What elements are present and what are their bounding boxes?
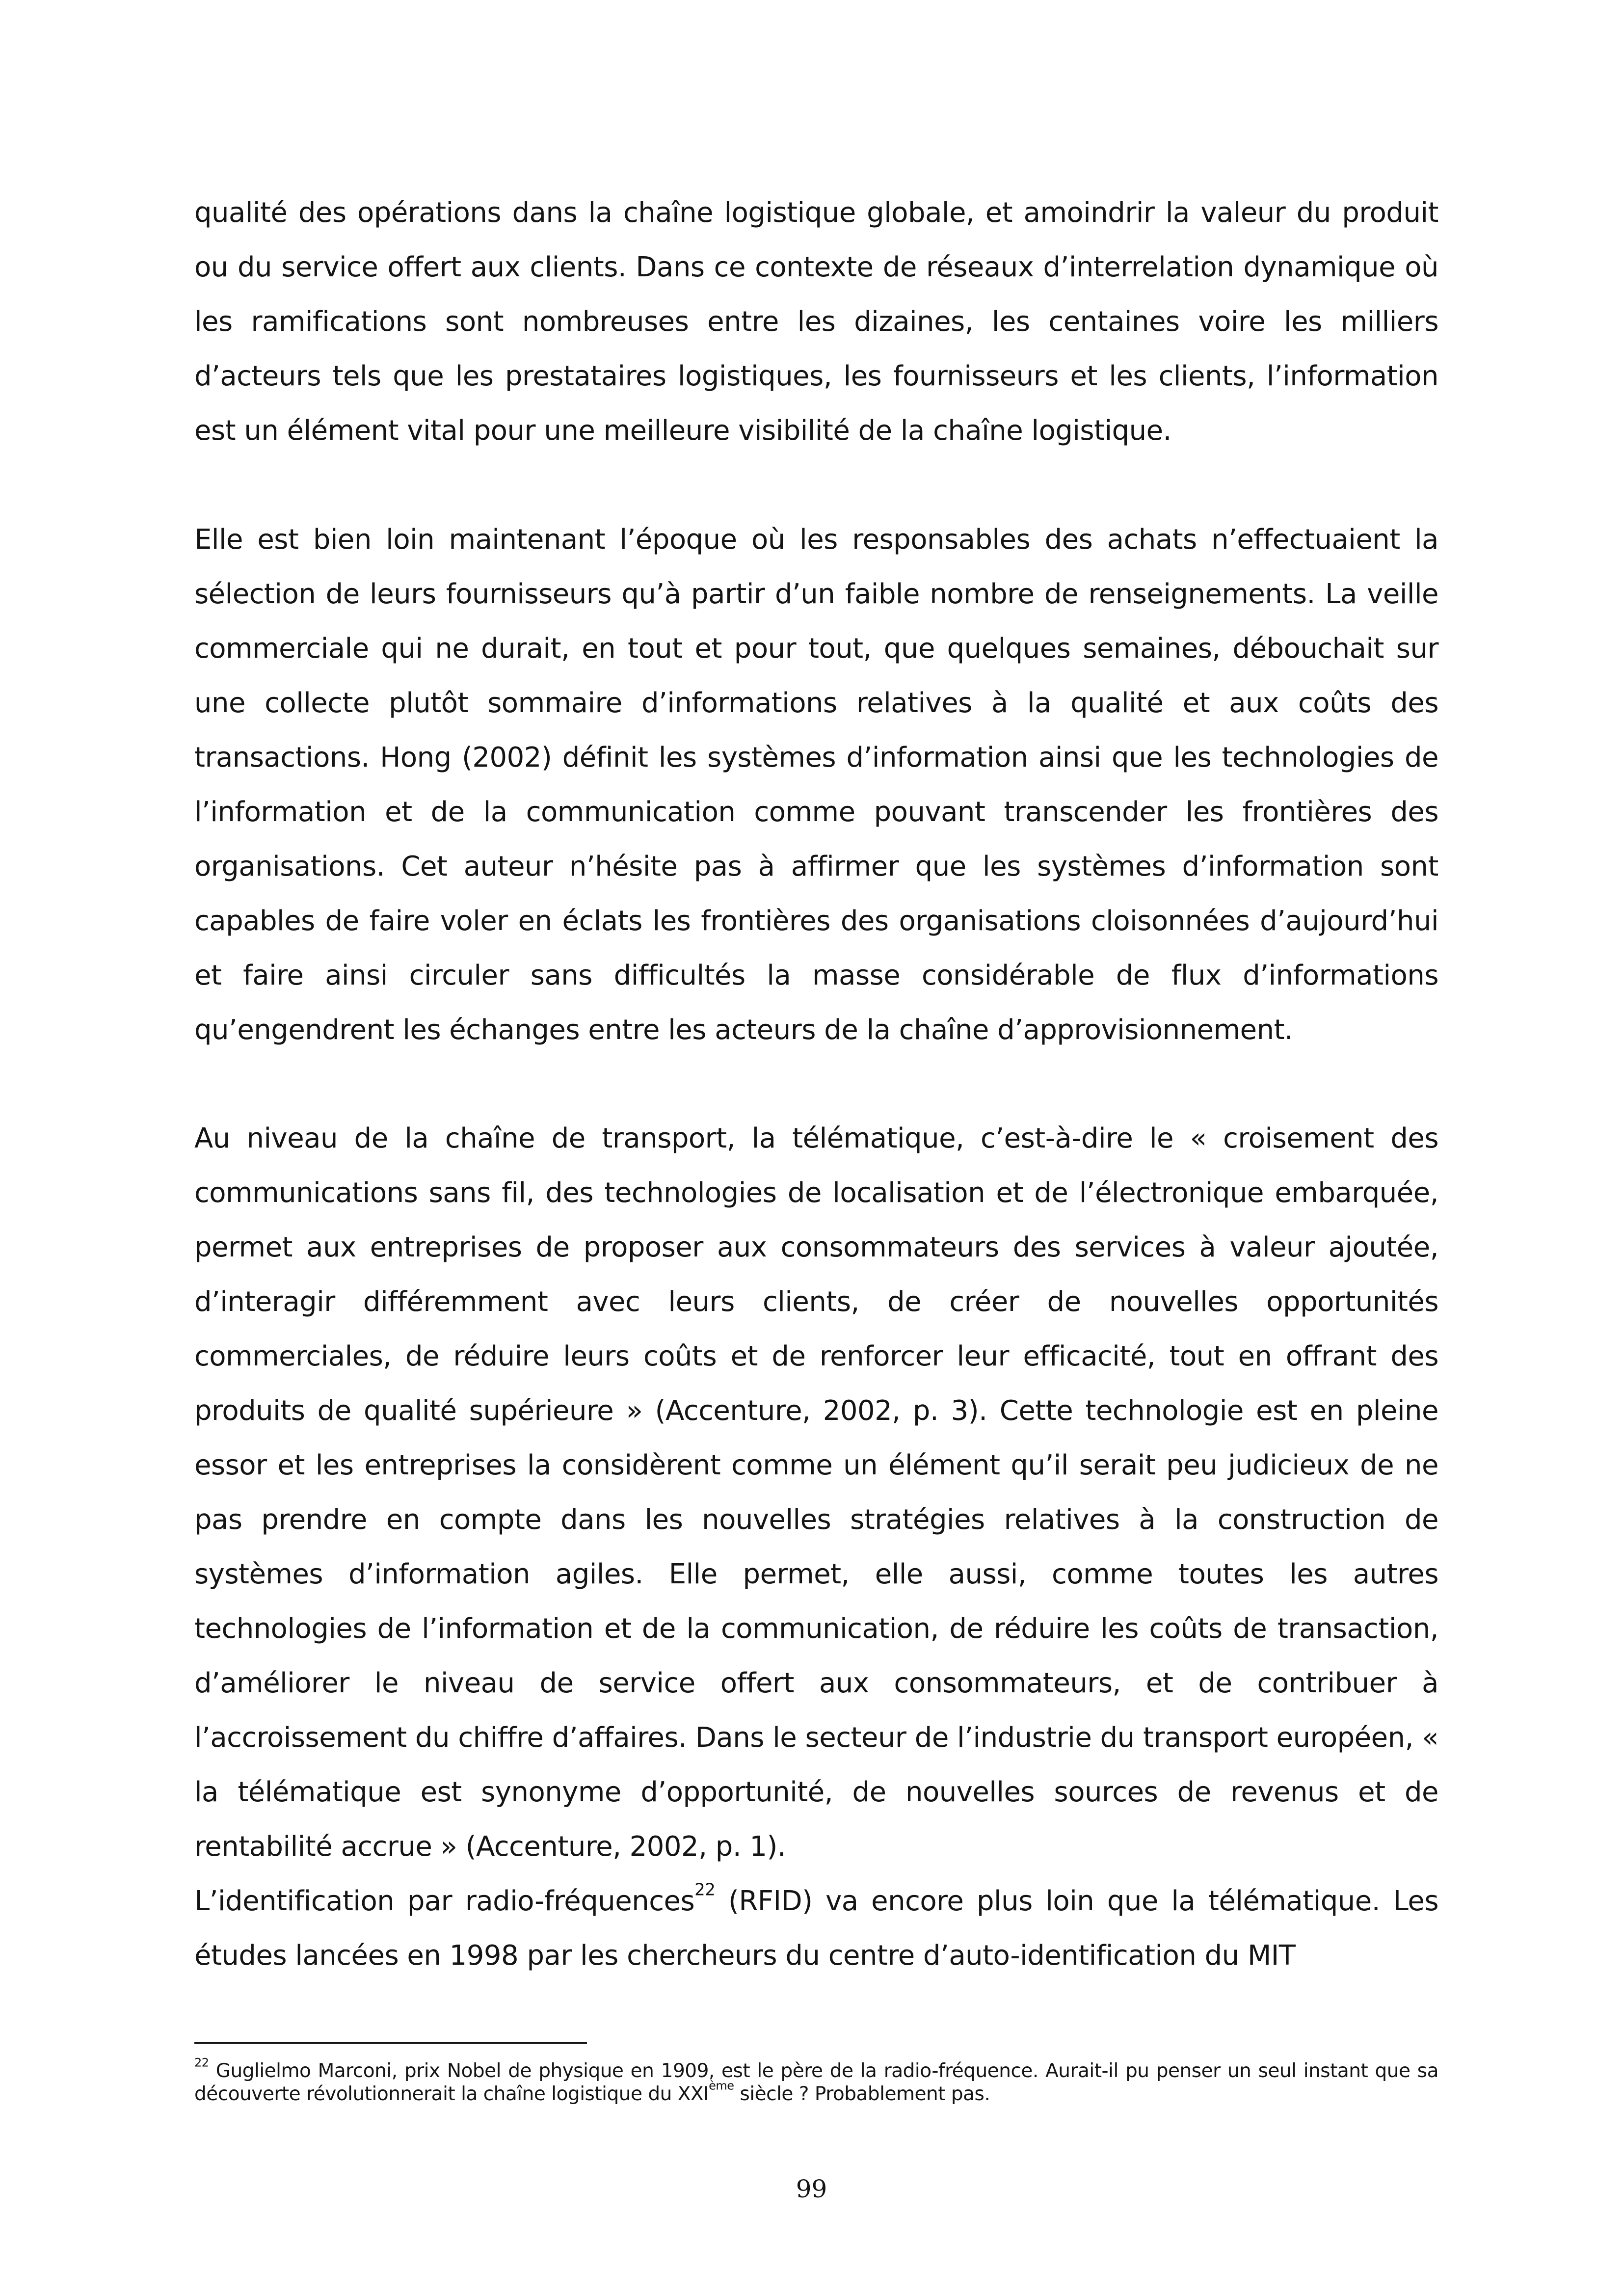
footnote-superscript: ème — [709, 2079, 734, 2093]
page-number: 99 — [796, 2175, 827, 2203]
paragraph-1: qualité des opérations dans la chaîne logistique globale, et amoindrir la valeur du produit ou du service offert aux clients. Dans ce contexte de réseaux d’interrelation dynamique où les ramifications sont nombreuses entre les dizaines, les centaines voire les milliers d’acteurs tels que les prestataires logistiques, les fournisseurs et les clients, l’information est un élément vital pour une meilleure visibilité de la chaîne logistique. — [194, 197, 1438, 447]
footnote-text-start: Guglielmo Marconi, prix Nobel de physique en 1909, est le père de la radio-fréquence. Aurait-il pu penser un seul instant que sa découverte révolutionnerait la chaîne logistique du XXI — [194, 2060, 1438, 2105]
footnote-reference[interactable]: 22 — [694, 1880, 716, 1900]
footnote-number: 22 — [194, 2056, 209, 2070]
footnote — [194, 2056, 1438, 2106]
paragraph-3: Au niveau de la chaîne de transport, la télématique, c’est-à-dire le « croisement des communications sans fil, des technologies de localisation et de l’électronique embarquée, permet aux entreprises de proposer aux consommateurs des services à valeur ajoutée, d’interagir différemment avec leurs clients, de créer de nouvelles opportunités commerciales, de réduire leurs coûts et de renforcer leur efficacité, tout en offrant des produits de qualité supérieure » (Accenture, 2002, p. 3). Cette technologie est en pleine essor et les entreprises la considèrent comme un élément qu’il serait peu judicieux de ne pas prendre en compte dans les nouvelles stratégies relatives à la construction de systèmes d’information agiles. Elle permet, elle aussi, comme toutes les autres technologies de l’information et de la communication, de réduire les coûts de transaction, d’améliorer le niveau de service offert aux consommateurs, et de contribuer à l’accroissement du chiffre d’affaires. Dans le secteur de l’industrie du transport européen, « la télématique est synonyme d’opportunité, de nouvelles sources de revenus et de rentabilité accrue » (Accenture, 2002, p. 1). — [194, 1122, 1438, 1863]
footnote-separator — [194, 2042, 587, 2044]
paragraph-2: Elle est bien loin maintenant l’époque où les responsables des achats n’effectuaient la sélection de leurs fournisseurs qu’à partir d’un faible nombre de renseignements. La veille commerciale qui ne durait, en tout et pour tout, que quelques semaines, débouchait sur une collecte plutôt sommaire d’informations relatives à la qualité et aux coûts des transactions. Hong (2002) définit les systèmes d’information ainsi que les technologies de l’information et de la communication comme pouvant transcender les frontières des organisations. Cet auteur n’hésite pas à affirmer que les systèmes d’information sont capables de faire voler en éclats les frontières des organisations cloisonnées d’aujourd’hui et faire ainsi circuler sans difficultés la masse considérable de flux d’informations qu’engendrent les échanges entre les acteurs de la chaîne d’approvisionnement. — [194, 524, 1438, 1046]
paragraph-4 — [194, 1874, 1438, 1983]
footnote-text-end: siècle ? Probablement pas. — [734, 2083, 990, 2105]
paragraph-4-text-end: (RFID) va encore plus loin que la télématique. Les études lancées en 1998 par les chercheurs du centre d’auto-identification du MIT — [194, 1885, 1438, 1972]
paragraph-4-text-start: L’identification par radio-fréquences — [194, 1885, 695, 1917]
